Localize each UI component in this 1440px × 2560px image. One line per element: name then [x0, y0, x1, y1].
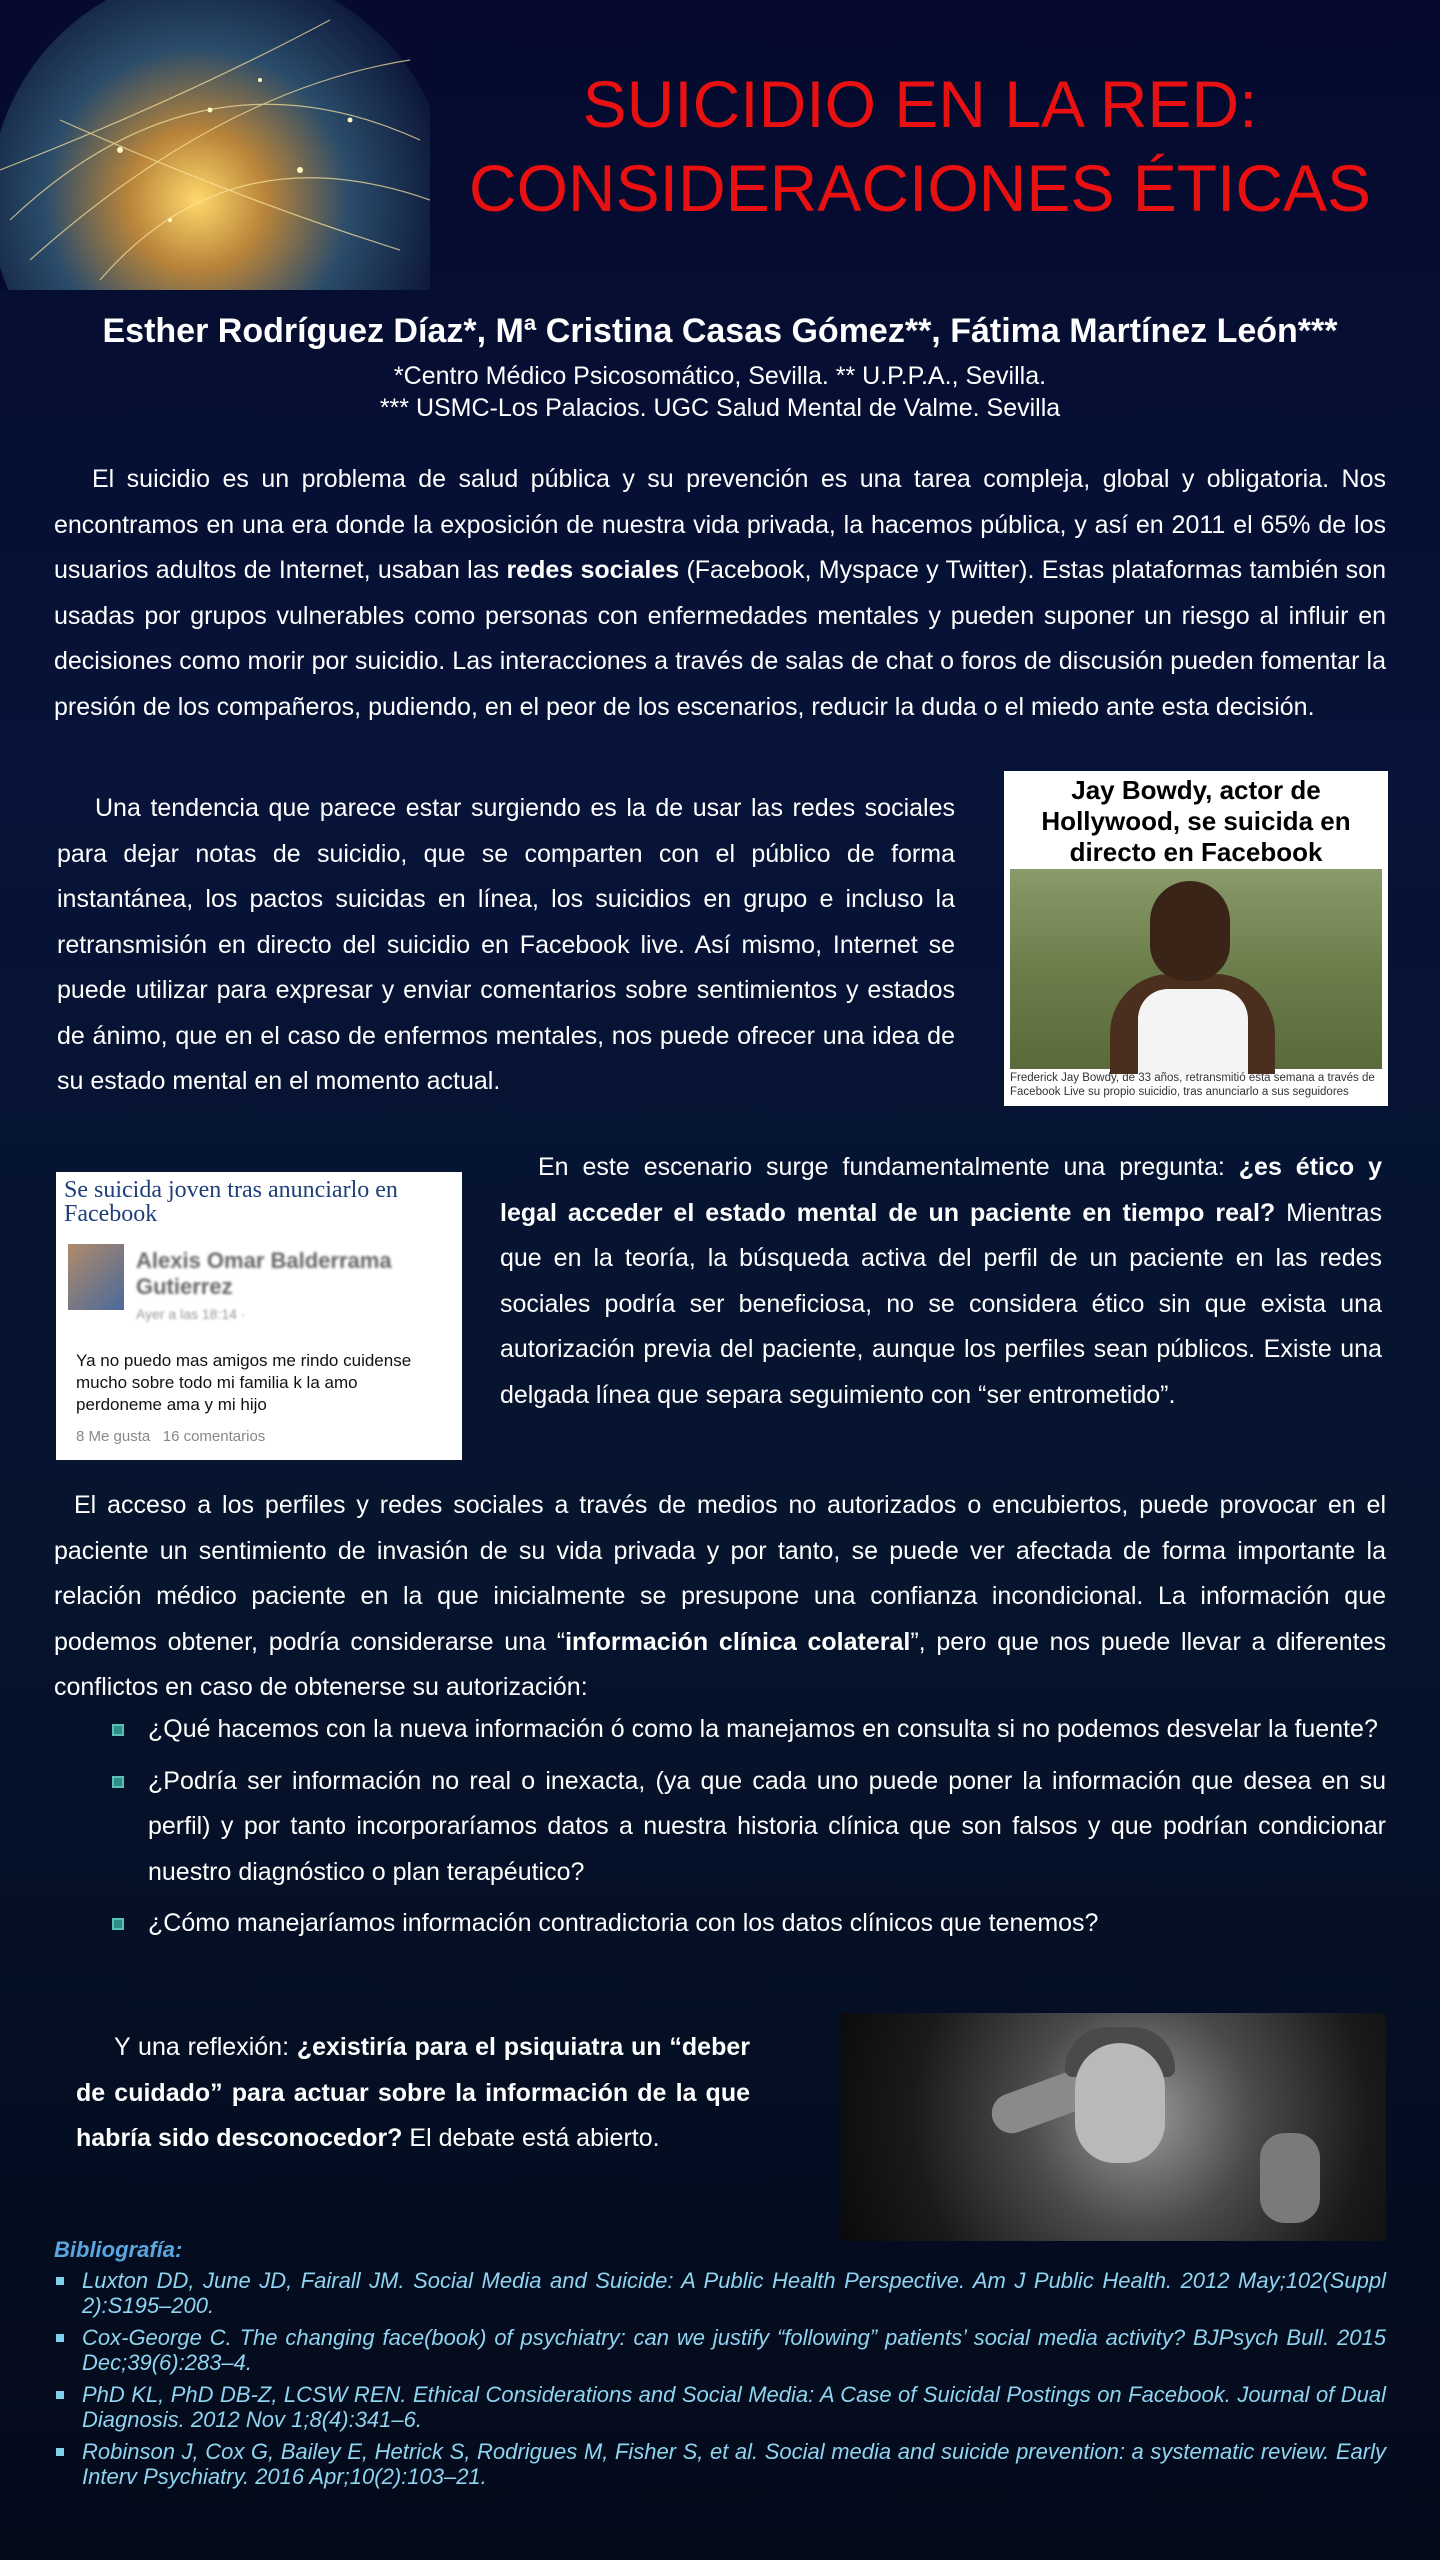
conflict-list: [112, 1707, 1386, 1953]
bullet-icon: [56, 2334, 64, 2342]
actor-photo: [1010, 869, 1382, 1069]
news-headline: Se suicida joven tras anunciarlo en Facebook: [64, 1177, 398, 1227]
post-date: Ayer a las 18:14 ·: [136, 1306, 246, 1322]
authors: Esther Rodríguez Díaz*, Mª Cristina Casas Gómez**, Fátima Martínez León***: [102, 312, 1338, 350]
globe-image: [0, 0, 430, 290]
post-text: Ya no puedo mas amigos me rindo cuidense mucho sobre todo mi familia k la amo perdoneme ama y mi hijo: [76, 1351, 412, 1414]
bibliography-item: PhD KL, PhD DB-Z, LCSW REN. Ethical Considerations and Social Media: A Case of Suicidal Postings on Facebook. Journal of Dual Diagnosis. 2012 Nov 1;8(4):341–6.: [54, 2382, 1386, 2432]
bibliography-list: [54, 2268, 1386, 2496]
bibliography-item: Cox-George C. The changing face(book) of psychiatry: can we justify “following” patients’ social media activity? BJPsych Bull. 2015 Dec;39(6):283–4.: [54, 2325, 1386, 2375]
bullet-icon: [112, 1918, 124, 1930]
list-item: ¿Qué hacemos con la nueva información ó como la manejamos en consulta si no podemos desvelar la fuente?: [112, 1707, 1386, 1753]
news-headline: Jay Bowdy, actor de Hollywood, se suicida en directo en Facebook: [1041, 775, 1351, 867]
poster-title: [420, 62, 1420, 230]
bibliography-title: Bibliografía:: [54, 2237, 183, 2262]
bw-photo: [840, 2013, 1386, 2241]
news-caption: Frederick Jay Bowdy, de 33 años, retransmitió esta semana a través de Facebook Live su propio suicidio, tras anunciarlo a sus seguidores: [1010, 1072, 1375, 1098]
highlight-redes-sociales: redes sociales: [506, 556, 680, 584]
bullet-icon: [112, 1724, 124, 1736]
bullet-icon: [56, 2391, 64, 2399]
bibliography-item: Luxton DD, June JD, Fairall JM. Social Media and Suicide: A Public Health Perspective. Am J Public Health. 2012 May;102(Suppl 2):S195–200.: [54, 2268, 1386, 2318]
list-item: ¿Cómo manejaríamos información contradictoria con los datos clínicos que tenemos?: [112, 1901, 1386, 1947]
list-item: ¿Podría ser información no real o inexacta, (ya que cada uno puede poner la información que desea en su perfil) y por tanto incorporaríamos datos a nuestra historia clínica que son falsos y que podrían condicionar nuestro diagnóstico o plan terapéutico?: [112, 1759, 1386, 1896]
highlight-info-colateral: información clínica colateral: [565, 1627, 911, 1656]
affiliation-2: *** USMC-Los Palacios. UGC Salud Mental de Valme. Sevilla: [379, 394, 1061, 422]
bullet-icon: [56, 2277, 64, 2285]
highlight-reflection: ¿existiría para el psiquiatra un “deber de cuidado” para actuar sobre la información de la que habría sido desconocedor?: [76, 2033, 750, 2152]
news-image-facebook-post: [56, 1172, 462, 1460]
comments-count: 16 comentarios: [162, 1428, 266, 1445]
title-line-2: CONSIDERACIONES ÉTICAS: [468, 151, 1372, 225]
paragraph-access: El acceso a los perfiles y redes sociales a través de medios no autorizados o encubiertos, puede provocar en el paciente un sentimiento de invasión de su vida privada y por tanto, se puede ver afectada de forma importante la relación médico paciente en la que inicialmente se presupone una confianza incondicional. La información que podemos obtener, podría considerarse una “información clínica colateral”, pero que nos puede llevar a diferentes conflictos en caso de obtenerse su autorización:: [54, 1491, 1387, 1701]
likes-count: 8 Me gusta: [76, 1428, 151, 1445]
avatar: [68, 1244, 124, 1310]
title-line-1: SUICIDIO EN LA RED:: [582, 67, 1258, 141]
news-image-el-mundo: [1004, 771, 1388, 1106]
affiliation-1: *Centro Médico Psicosomático, Sevilla. ** U.P.P.A., Sevilla.: [393, 362, 1047, 390]
highlight-question: ¿es ético y legal acceder el estado mental de un paciente en tiempo real?: [500, 1153, 1382, 1227]
post-meta: [76, 1428, 265, 1445]
paragraph-tendency: Una tendencia que parece estar surgiendo es la de usar las redes sociales para dejar notas de suicidio, que se comparten con el público de forma instantánea, los pactos suicidas en línea, los suicidios en grupo e incluso la retransmisión en directo del suicidio en Facebook live. Así mismo, Internet se puede utilizar para expresar y enviar comentarios sobre sentimientos y estados de ánimo, que en el caso de enfermos mentales, nos puede ofrecer una idea de su estado mental en el momento actual.: [57, 794, 955, 1095]
post-author: Alexis Omar Balderrama Gutierrez: [136, 1248, 392, 1299]
paragraph-intro: El suicidio es un problema de salud pública y su prevención es una tarea compleja, global y obligatoria. Nos encontramos en una era donde la exposición de nuestra vida privada, la hacemos pública, y así en 2011 el 65% de los usuarios adultos de Internet, usaban las redes sociales (Facebook, Myspace y Twitter). Estas plataformas también son usadas por grupos vulnerables como personas con enfermedades mentales y pueden suponer un riesgo al influir en decisiones como morir por suicidio. Las interacciones a través de salas de chat o foros de discusión pueden fomentar la presión de los compañeros, pudiendo, en el peor de los escenarios, reducir la duda o el miedo ante esta decisión.: [54, 465, 1386, 721]
bullet-icon: [56, 2448, 64, 2456]
bullet-icon: [112, 1776, 124, 1788]
paragraph-reflection: Y una reflexión: ¿existiría para el psiquiatra un “deber de cuidado” para actuar sobre la información de la que habría sido desconocedor? El debate está abierto.: [76, 2033, 750, 2152]
paragraph-question: En este escenario surge fundamentalmente una pregunta: ¿es ético y legal acceder el estado mental de un paciente en tiempo real? Mientras que en la teoría, la búsqueda activa del perfil de un paciente en las redes sociales podría ser beneficiosa, no se considera ético sin que exista una autorización previa del paciente, aunque los perfiles sean públicos. Existe una delgada línea que separa seguimiento con “ser entrometido”.: [500, 1153, 1382, 1409]
bibliography-item: Robinson J, Cox G, Bailey E, Hetrick S, Rodrigues M, Fisher S, et al. Social media and suicide prevention: a systematic review. Early Interv Psychiatry. 2016 Apr;10(2):103–21.: [54, 2439, 1386, 2489]
